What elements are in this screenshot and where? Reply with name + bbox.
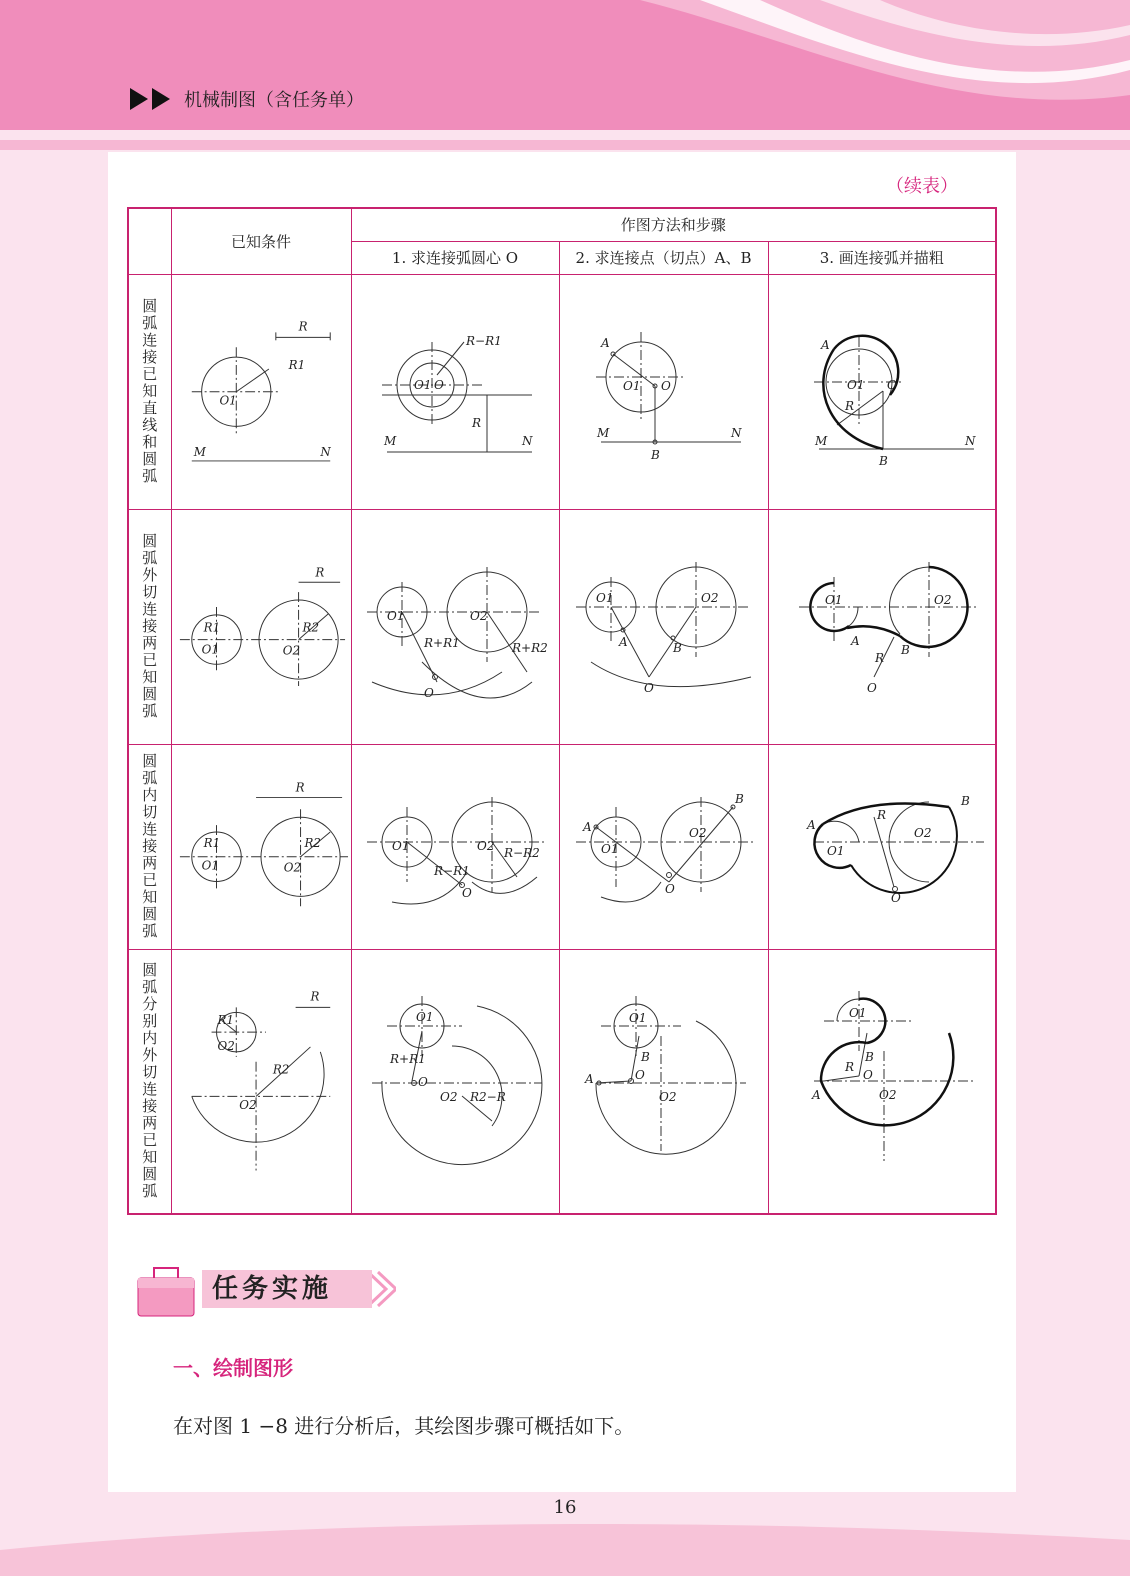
book-title-bar (130, 86, 364, 112)
svg-text:B: B (878, 453, 888, 468)
figure-cell (768, 274, 996, 509)
svg-text:N: N (964, 433, 976, 448)
svg-text:R−R1: R−R1 (466, 333, 502, 348)
figure-cell (559, 949, 768, 1214)
svg-text:O2: O2 (933, 592, 952, 607)
svg-text:B: B (960, 793, 970, 808)
svg-text:O1: O1 (846, 377, 865, 392)
svg-text:O1: O1 (392, 838, 410, 853)
svg-text:R2: R2 (272, 1062, 290, 1077)
header-given: 已知条件 (171, 208, 351, 274)
table-row (128, 744, 996, 949)
svg-text:O1: O1 (628, 1011, 646, 1026)
figure-r2-step1 (352, 512, 558, 742)
svg-text:M: M (384, 433, 397, 448)
svg-text:A: A (850, 633, 860, 648)
svg-text:R−R2: R−R2 (504, 845, 540, 860)
row-label: 圆弧外切连接两已知圆弧 (128, 509, 171, 744)
figure-cell (171, 274, 351, 509)
svg-text:O2: O2 (700, 590, 718, 605)
svg-text:A: A (811, 1088, 821, 1103)
svg-text:A: A (618, 634, 628, 649)
row-label: 圆弧内切连接两已知圆弧 (128, 744, 171, 949)
svg-text:B: B (650, 447, 660, 462)
task-section-label: 任务实施 (202, 1270, 372, 1308)
arrow-icon (130, 88, 148, 110)
svg-text:N: N (730, 425, 741, 440)
figure-cell (171, 744, 351, 949)
label-R: R (298, 319, 308, 334)
svg-text:O2: O2 (658, 1090, 676, 1105)
figure-r2-step2 (561, 512, 767, 742)
svg-text:R+R1: R+R1 (390, 1052, 426, 1067)
svg-text:A: A (600, 335, 610, 350)
svg-text:O: O (862, 1068, 873, 1083)
svg-text:O1: O1 (416, 1010, 434, 1025)
row-label: 圆弧连接已知直线和圆弧 (128, 274, 171, 509)
svg-text:O1: O1 (414, 377, 432, 392)
arc-connection-table (127, 207, 997, 1215)
body-paragraph: 在对图 1 −8 进行分析后，其绘图步骤可概括如下。 (173, 1414, 635, 1438)
svg-text:O1: O1 (824, 592, 843, 607)
svg-text:R: R (472, 415, 482, 430)
svg-text:R2: R2 (304, 835, 321, 850)
svg-text:O: O (424, 685, 434, 700)
svg-text:O1: O1 (387, 608, 405, 623)
svg-text:O2: O2 (477, 838, 495, 853)
figure-r1-step2 (561, 277, 767, 507)
svg-text:R1: R1 (217, 1012, 234, 1027)
svg-text:R+R1: R+R1 (424, 635, 460, 650)
svg-text:B: B (864, 1050, 874, 1065)
svg-text:R2: R2 (302, 620, 320, 635)
svg-text:O: O (462, 885, 472, 900)
table-row (128, 274, 996, 509)
arrow-icon (152, 88, 170, 110)
svg-text:O1: O1 (201, 642, 219, 657)
figure-cell (171, 949, 351, 1214)
svg-text:O: O (660, 378, 671, 393)
figure-cell (351, 274, 559, 509)
svg-text:A: A (584, 1072, 594, 1087)
svg-text:O1: O1 (826, 843, 845, 858)
svg-text:O2: O2 (283, 860, 302, 875)
svg-text:A: A (820, 337, 830, 352)
svg-text:M: M (814, 433, 828, 448)
table-row (128, 949, 996, 1214)
svg-text:O2: O2 (878, 1088, 897, 1103)
figure-cell (351, 949, 559, 1214)
figure-r4-step2 (561, 951, 767, 1211)
svg-text:A: A (806, 817, 816, 832)
figure-r1-step1 (352, 277, 558, 507)
table-row (128, 509, 996, 744)
figure-cell (559, 744, 768, 949)
figure-cell (171, 509, 351, 744)
svg-text:O: O (886, 377, 897, 392)
svg-text:R: R (876, 807, 886, 822)
figure-cell (351, 509, 559, 744)
figure-cell (768, 744, 996, 949)
svg-text:O1: O1 (600, 841, 618, 856)
svg-text:R1: R1 (203, 835, 221, 850)
figure-cell (351, 744, 559, 949)
svg-text:R+R2: R+R2 (512, 640, 548, 655)
figure-r2-given (172, 513, 350, 740)
page-header (0, 0, 1130, 150)
svg-text:O: O (634, 1068, 645, 1083)
svg-text:O: O (890, 890, 901, 905)
svg-text:R1: R1 (203, 620, 221, 635)
figure-r4-step3 (779, 951, 985, 1211)
figure-r2-step3 (779, 512, 985, 742)
svg-text:B: B (640, 1050, 650, 1065)
figure-cell (559, 509, 768, 744)
page-content (108, 152, 1016, 1492)
row-label: 圆弧分别内外切连接两已知圆弧 (128, 949, 171, 1214)
svg-text:R: R (310, 989, 320, 1004)
svg-text:R: R (844, 1060, 854, 1075)
figure-r4-given (172, 953, 350, 1210)
header-banner-graphic (0, 0, 1130, 150)
figure-r3-step1 (352, 747, 558, 947)
svg-text:O1: O1 (848, 1006, 867, 1021)
header-method: 作图方法和步骤 (351, 208, 996, 241)
book-title: 机械制图（含任务单） (184, 90, 364, 111)
figure-r3-given (172, 748, 350, 946)
svg-text:B: B (900, 642, 910, 657)
label-N: N (320, 444, 331, 459)
header-step-2: 2. 求连接点（切点）A、B (559, 241, 768, 274)
figure-r4-step1 (352, 951, 558, 1211)
svg-text:B: B (734, 791, 744, 806)
svg-text:O: O (418, 1075, 428, 1090)
label-O1: O1 (219, 393, 237, 408)
figure-r3-step3 (779, 747, 985, 947)
label-R1: R1 (288, 357, 306, 372)
svg-text:O2: O2 (688, 825, 706, 840)
svg-text:O: O (664, 881, 675, 896)
figure-cell (559, 274, 768, 509)
svg-text:O: O (643, 680, 654, 695)
svg-text:R: R (315, 565, 325, 580)
corner-cell (128, 208, 171, 274)
svg-text:O1: O1 (622, 378, 640, 393)
label-M: M (193, 444, 206, 459)
svg-text:A: A (582, 819, 592, 834)
page-number: 16 (553, 1497, 577, 1518)
svg-text:O2: O2 (217, 1038, 235, 1053)
svg-text:O2: O2 (239, 1097, 257, 1112)
svg-text:R−R1: R−R1 (434, 863, 470, 878)
svg-text:O1: O1 (201, 858, 219, 873)
figure-r3-step2 (561, 747, 767, 947)
svg-text:O2: O2 (282, 643, 301, 658)
svg-text:N: N (522, 433, 533, 448)
svg-text:R: R (844, 398, 854, 413)
svg-text:O: O (866, 680, 877, 695)
figure-cell (768, 509, 996, 744)
svg-text:O2: O2 (913, 825, 932, 840)
continued-label: （续表） (886, 176, 958, 197)
svg-text:O: O (434, 377, 444, 392)
svg-text:R2−R: R2−R (470, 1090, 506, 1105)
svg-text:O1: O1 (595, 590, 613, 605)
svg-text:R: R (874, 650, 884, 665)
figure-r1-step3 (779, 277, 985, 507)
svg-text:M: M (596, 425, 609, 440)
svg-text:O2: O2 (440, 1090, 458, 1105)
figure-r1-given (172, 278, 350, 505)
figure-cell (768, 949, 996, 1214)
header-step-1: 1. 求连接弧圆心 O (351, 241, 559, 274)
header-step-3: 3. 画连接弧并描粗 (768, 241, 996, 274)
section-heading: 一、绘制图形 (173, 1356, 293, 1380)
svg-text:R: R (295, 780, 305, 795)
svg-text:B: B (672, 640, 682, 655)
svg-text:O2: O2 (470, 608, 488, 623)
